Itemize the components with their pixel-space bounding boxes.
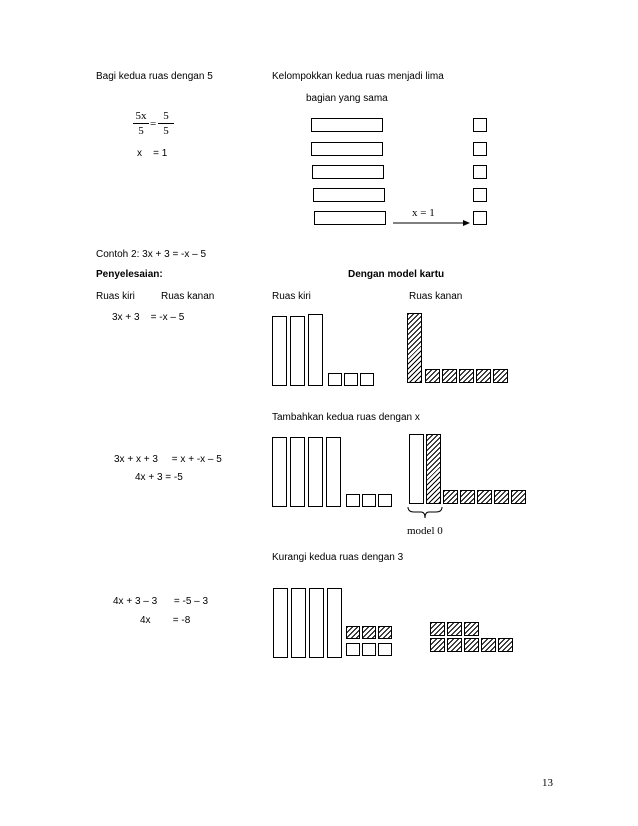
unit-tile	[473, 118, 487, 132]
solution-label: Penyelesaian:	[96, 269, 163, 280]
unit-tile	[362, 643, 376, 656]
unit-tile	[378, 643, 392, 656]
fraction-denominator: 5	[138, 125, 144, 137]
x-tile	[272, 437, 287, 507]
negative-unit-tile	[460, 490, 475, 504]
equation-sub-2: 4x = -8	[140, 615, 191, 626]
card-model-label: Dengan model kartu	[348, 269, 445, 280]
equals-sign: =	[150, 118, 157, 130]
equation-initial: 3x + 3 = -x – 5	[112, 312, 185, 323]
negative-x-tile	[426, 434, 441, 504]
page-number: 13	[542, 777, 553, 789]
unit-tile	[344, 373, 358, 386]
unit-tile	[473, 165, 487, 179]
negative-unit-tile	[447, 622, 462, 636]
x-tile	[327, 588, 342, 658]
x-tile	[311, 118, 383, 132]
result-x-equals-1: x = 1	[137, 148, 168, 159]
zero-model-label: model 0	[407, 525, 443, 537]
fraction-5x-over-5	[133, 110, 149, 137]
negative-x-tile	[407, 313, 422, 383]
unit-tile	[362, 494, 376, 507]
step-add-x: Tambahkan kedua ruas dengan x	[272, 412, 420, 423]
negative-unit-tile	[362, 626, 376, 639]
unit-tile	[328, 373, 342, 386]
arrow-label: x = 1	[412, 207, 435, 219]
brace-icon	[406, 506, 444, 520]
negative-unit-tile	[459, 369, 474, 383]
x-tile	[290, 437, 305, 507]
x-tile	[409, 434, 424, 504]
left-side-header: Ruas kiri	[96, 291, 135, 302]
fraction-5-over-5	[158, 110, 174, 137]
negative-unit-tile	[464, 638, 479, 652]
unit-tile	[360, 373, 374, 386]
negative-unit-tile	[425, 369, 440, 383]
negative-unit-tile	[481, 638, 496, 652]
x-tile	[290, 316, 305, 386]
negative-unit-tile	[378, 626, 392, 639]
negative-unit-tile	[477, 490, 492, 504]
fraction-denominator: 5	[163, 125, 169, 137]
unit-tile	[473, 142, 487, 156]
example-heading: Contoh 2: 3x + 3 = -x – 5	[96, 249, 207, 260]
negative-unit-tile	[447, 638, 462, 652]
fraction-numerator: 5	[163, 110, 169, 122]
unit-tile	[346, 643, 360, 656]
x-tile	[308, 314, 323, 386]
x-tile	[309, 588, 324, 658]
step-subtract-3: Kurangi kedua ruas dengan 3	[272, 552, 404, 563]
negative-unit-tile	[442, 369, 457, 383]
negative-unit-tile	[493, 369, 508, 383]
x-tile	[291, 588, 306, 658]
right-side-header-model: Ruas kanan	[409, 291, 463, 302]
step-group-line2: bagian yang sama	[306, 93, 388, 104]
negative-unit-tile	[464, 622, 479, 636]
x-tile	[326, 437, 341, 507]
x-tile	[308, 437, 323, 507]
negative-unit-tile	[346, 626, 360, 639]
equation-sub-1: 4x + 3 – 3 = -5 – 3	[113, 596, 209, 607]
equation-add-2: 4x + 3 = -5	[135, 472, 183, 483]
step-group-line1: Kelompokkan kedua ruas menjadi lima	[272, 71, 444, 82]
right-side-header: Ruas kanan	[161, 291, 215, 302]
x-tile	[313, 188, 385, 202]
left-side-header-model: Ruas kiri	[272, 291, 311, 302]
negative-unit-tile	[443, 490, 458, 504]
arrow-right-icon	[393, 218, 471, 228]
fraction-numerator: 5x	[135, 110, 147, 122]
unit-tile	[378, 494, 392, 507]
negative-unit-tile	[498, 638, 513, 652]
x-tile	[273, 588, 288, 658]
x-tile	[312, 165, 384, 179]
negative-unit-tile	[476, 369, 491, 383]
x-tile	[272, 316, 287, 386]
x-tile	[314, 211, 386, 225]
x-tile	[311, 142, 383, 156]
negative-unit-tile	[494, 490, 509, 504]
unit-tile	[346, 494, 360, 507]
negative-unit-tile	[511, 490, 526, 504]
unit-tile	[473, 211, 487, 225]
step-divide-label: Bagi kedua ruas dengan 5	[96, 71, 213, 82]
negative-unit-tile	[430, 638, 445, 652]
negative-unit-tile	[430, 622, 445, 636]
unit-tile	[473, 188, 487, 202]
equation-add-1: 3x + x + 3 = x + -x – 5	[114, 454, 222, 465]
